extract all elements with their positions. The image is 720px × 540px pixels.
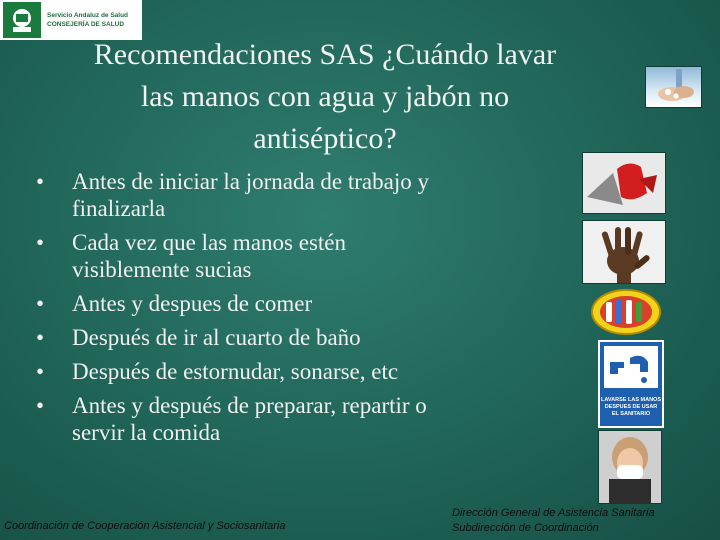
list-item-line: Antes y despues de comer xyxy=(72,291,313,316)
bullet-marker: • xyxy=(35,291,45,316)
logo-line-1: Servicio Andaluz de Salud xyxy=(47,12,129,19)
bullet-marker: • xyxy=(35,359,45,384)
bullet-marker: • xyxy=(35,393,45,418)
list-item xyxy=(30,324,570,351)
list-item-line: Después de ir al cuarto de baño xyxy=(72,325,361,350)
list-item-line: Antes y después de preparar, repartir o xyxy=(72,393,427,418)
footer-right-line-1: Dirección General de Asistencia Sanitaria xyxy=(452,507,655,519)
title-line-2: las manos con agua y jabón no xyxy=(140,80,510,113)
restroom-sign xyxy=(598,340,664,428)
list-item xyxy=(30,392,570,446)
sign-line-2: DESPUES DE USAR xyxy=(604,404,658,410)
sign-line-1: LAVARSE LAS MANOS xyxy=(601,397,661,403)
dirty-hand-photo xyxy=(582,220,666,284)
handwashing-photo xyxy=(645,66,702,108)
sign-caption xyxy=(600,397,662,418)
sneezing-person-photo xyxy=(598,430,662,504)
list-item-line: servir la comida xyxy=(72,420,221,445)
footer-left: Coordinación de Cooperación Asistencial y Sociosanitaria xyxy=(4,520,286,532)
list-item xyxy=(30,290,570,317)
list-item-line: visiblemente sucias xyxy=(72,257,252,282)
title-line-3: antiséptico? xyxy=(253,122,397,155)
title-line-1: Recomendaciones SAS ¿Cuándo lavar xyxy=(93,38,557,71)
logo-text xyxy=(47,11,128,29)
food-plate-icon xyxy=(590,288,662,336)
list-item xyxy=(30,358,570,385)
list-item-line: finalizarla xyxy=(72,196,166,221)
handwash-sign-icon xyxy=(600,342,662,392)
slide-title xyxy=(20,34,630,160)
footer-right xyxy=(452,506,655,536)
list-item-line: Antes de iniciar la jornada de trabajo y xyxy=(72,169,429,194)
list-item-line: Cada vez que las manos estén xyxy=(72,230,346,255)
footer-right-line-2: Subdirección de Coordinación xyxy=(452,522,599,534)
bullet-marker: • xyxy=(35,230,45,255)
logo-line-2: CONSEJERÍA DE SALUD xyxy=(47,21,125,28)
bullet-marker: • xyxy=(35,169,45,194)
sign-line-3: EL SANITARIO xyxy=(611,411,651,417)
list-item-line: Después de estornudar, sonarse, etc xyxy=(72,359,399,384)
bullet-marker: • xyxy=(35,325,45,350)
list-item xyxy=(30,168,570,222)
list-item xyxy=(30,229,570,283)
work-clothes-photo xyxy=(582,152,666,214)
recommendation-list xyxy=(30,168,570,453)
junta-andalucia-emblem-icon xyxy=(3,2,41,38)
